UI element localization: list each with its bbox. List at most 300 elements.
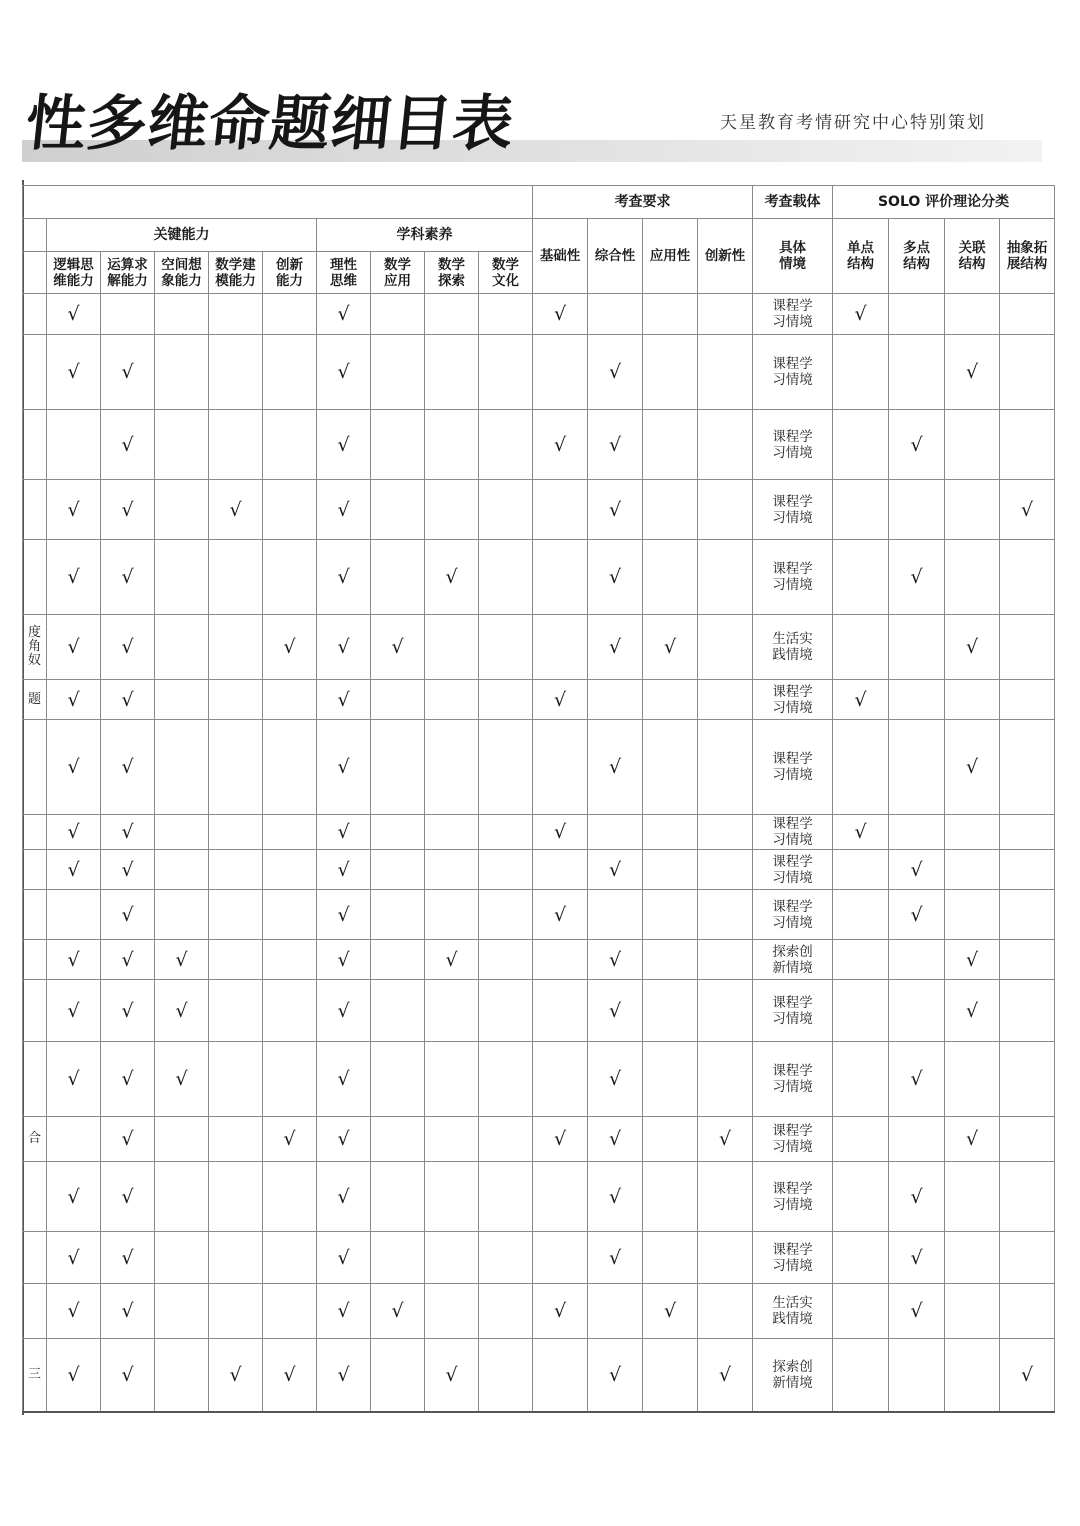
solo-cell [889,680,945,720]
solo-check-mark: √ [889,1232,945,1284]
key-ability-check-mark: √ [47,940,101,980]
key-ability-check-mark: √ [101,480,155,540]
solo-cell [1000,615,1055,680]
solo-cell [833,890,889,940]
key-ability-cell [155,335,209,410]
literacy-check-mark: √ [317,294,371,335]
solo-cell [833,720,889,815]
key-ability-cell [155,615,209,680]
literacy-check-mark: √ [317,1117,371,1162]
literacy-cell [479,680,533,720]
key-ability-cell [209,815,263,850]
context-text: 课程学 习情境 [772,816,813,848]
literacy-cell [371,410,425,480]
requirement-check-mark: √ [643,1284,698,1339]
key-ability-check-mark: √ [47,1042,101,1117]
requirement-cell [698,615,753,680]
row-label-fragment [23,720,47,815]
solo-check-mark: √ [1000,1339,1055,1412]
key-ability-cell [155,294,209,335]
table-row [23,680,1055,720]
key-ability-cell [209,850,263,890]
literacy-check-mark: √ [317,335,371,410]
solo-check-mark: √ [889,1042,945,1117]
table-row [23,1232,1055,1284]
literacy-cell [479,850,533,890]
literacy-cell [479,480,533,540]
literacy-cell [479,720,533,815]
solo-cell [833,410,889,480]
requirement-cell [643,890,698,940]
requirement-cell [588,890,643,940]
header-corner [23,219,47,252]
key-ability-cell [155,1162,209,1232]
solo-cell [833,1339,889,1412]
key-ability-check-mark: √ [101,940,155,980]
table-row [23,540,1055,615]
requirement-cell [533,1339,588,1412]
solo-cell [833,850,889,890]
key-ability-cell [47,410,101,480]
requirement-cell [698,890,753,940]
key-ability-cell [209,1042,263,1117]
key-ability-check-mark: √ [101,1339,155,1412]
literacy-check-mark: √ [317,850,371,890]
row-label-fragment [23,1232,47,1284]
requirement-cell [643,850,698,890]
requirement-check-mark: √ [698,1117,753,1162]
key-ability-cell [263,1284,317,1339]
literacy-cell [371,815,425,850]
key-ability-cell [263,335,317,410]
context-text: 课程学 习情境 [772,1241,813,1274]
requirement-cell [643,720,698,815]
solo-cell [945,1162,1000,1232]
literacy-cell [425,850,479,890]
row-label-fragment: 三 [23,1339,47,1412]
solo-cell [945,294,1000,335]
requirement-cell [588,815,643,850]
solo-cell [945,410,1000,480]
key-ability-cell [209,980,263,1042]
key-ability-cell [263,480,317,540]
requirement-check-mark: √ [588,1042,643,1117]
solo-cell [1000,1162,1055,1232]
key-ability-check-mark: √ [47,540,101,615]
table-row [23,615,1055,680]
key-ability-cell [263,980,317,1042]
literacy-check-mark: √ [317,720,371,815]
table-body [23,186,1055,1412]
literacy-cell [371,1042,425,1117]
literacy-cell [425,980,479,1042]
solo-cell [945,890,1000,940]
context-cell [753,1162,833,1232]
literacy-cell [479,335,533,410]
header-solo-0: 单点 结构 [833,219,889,294]
solo-cell [1000,1232,1055,1284]
header-req-3: 创新性 [698,219,753,294]
row-label-fragment [23,480,47,540]
row-label-fragment [23,1284,47,1339]
literacy-check-mark: √ [371,615,425,680]
table-row [23,1042,1055,1117]
requirement-cell [698,1162,753,1232]
literacy-cell [371,850,425,890]
header-lit-3: 数学 文化 [479,252,533,294]
solo-cell [945,680,1000,720]
context-text: 课程学 习情境 [772,428,813,461]
solo-cell [889,335,945,410]
solo-cell [889,1339,945,1412]
requirement-check-mark: √ [588,615,643,680]
table-row [23,850,1055,890]
requirement-cell [588,1284,643,1339]
solo-cell [1000,680,1055,720]
context-cell [753,294,833,335]
key-ability-check-mark: √ [101,1232,155,1284]
context-text: 课程学 习情境 [772,994,813,1027]
context-text: 课程学 习情境 [772,298,813,330]
context-cell [753,680,833,720]
requirement-cell [698,1232,753,1284]
literacy-check-mark: √ [317,815,371,850]
requirement-cell [643,680,698,720]
row-label-fragment [23,540,47,615]
key-ability-cell [47,1117,101,1162]
header-corner-2 [23,252,47,294]
header-key-2: 空间想 象能力 [155,252,209,294]
key-ability-cell [155,720,209,815]
solo-cell [833,480,889,540]
key-ability-cell [263,1232,317,1284]
requirement-cell [588,680,643,720]
context-text: 课程学 习情境 [772,751,813,783]
table-row [23,1117,1055,1162]
solo-cell [1000,940,1055,980]
key-ability-check-mark: √ [155,980,209,1042]
solo-cell [945,815,1000,850]
literacy-check-mark: √ [317,1284,371,1339]
solo-check-mark: √ [889,1162,945,1232]
literacy-cell [425,890,479,940]
solo-cell [1000,850,1055,890]
requirement-check-mark: √ [588,1232,643,1284]
literacy-cell [371,980,425,1042]
literacy-cell [371,540,425,615]
header-literacy: 学科素养 [317,219,533,252]
requirement-check-mark: √ [588,720,643,815]
requirement-cell [698,940,753,980]
solo-check-mark: √ [889,890,945,940]
solo-cell [889,294,945,335]
requirement-check-mark: √ [588,940,643,980]
row-label-fragment [23,890,47,940]
requirement-cell [533,720,588,815]
context-text: 课程学 习情境 [772,1180,813,1213]
solo-check-mark: √ [945,1117,1000,1162]
row-label-fragment [23,294,47,335]
context-cell [753,410,833,480]
literacy-cell [425,294,479,335]
table-row [23,1162,1055,1232]
requirement-check-mark: √ [698,1339,753,1412]
key-ability-cell [155,410,209,480]
requirement-cell [698,540,753,615]
literacy-cell [425,1162,479,1232]
requirement-check-mark: √ [588,335,643,410]
key-ability-cell [155,540,209,615]
solo-cell [945,1042,1000,1117]
requirement-cell [533,850,588,890]
item-specification-table [22,185,1055,1413]
solo-cell [833,1042,889,1117]
key-ability-cell [209,720,263,815]
context-text: 课程学 习情境 [772,1063,813,1095]
row-label-fragment [23,1042,47,1117]
header-key-ability: 关键能力 [47,219,317,252]
key-ability-cell [263,815,317,850]
literacy-check-mark: √ [317,890,371,940]
key-ability-cell [155,850,209,890]
key-ability-cell [155,1117,209,1162]
literacy-check-mark: √ [425,940,479,980]
table-row [23,890,1055,940]
solo-check-mark: √ [945,940,1000,980]
solo-cell [1000,1117,1055,1162]
context-cell [753,980,833,1042]
key-ability-check-mark: √ [47,980,101,1042]
literacy-cell [479,294,533,335]
solo-cell [889,815,945,850]
table-row [23,335,1055,410]
page-subtitle: 天星教育考情研究中心特别策划 [720,113,986,133]
key-ability-cell [155,1339,209,1412]
solo-cell [945,480,1000,540]
literacy-cell [425,1284,479,1339]
requirement-cell [698,815,753,850]
context-text: 课程学 习情境 [772,898,813,931]
requirement-check-mark: √ [533,1117,588,1162]
requirement-cell [533,1232,588,1284]
table-row [23,980,1055,1042]
table-row [23,1339,1055,1412]
solo-cell [889,615,945,680]
header-lit-0: 理性 思维 [317,252,371,294]
header-key-4: 创新 能力 [263,252,317,294]
literacy-check-mark: √ [425,1339,479,1412]
literacy-cell [371,1117,425,1162]
literacy-check-mark: √ [317,480,371,540]
solo-cell [1000,335,1055,410]
literacy-cell [371,940,425,980]
context-text: 探索创 新情境 [772,943,813,976]
requirement-cell [643,294,698,335]
requirement-check-mark: √ [588,850,643,890]
literacy-cell [479,890,533,940]
literacy-check-mark: √ [317,940,371,980]
literacy-cell [371,1162,425,1232]
header-solo: SOLO 评价理论分类 [833,186,1055,219]
header-solo-2: 关联 结构 [945,219,1000,294]
requirement-cell [643,815,698,850]
key-ability-check-mark: √ [47,480,101,540]
literacy-check-mark: √ [317,1162,371,1232]
requirement-cell [643,940,698,980]
key-ability-check-mark: √ [47,680,101,720]
context-cell [753,1042,833,1117]
key-ability-check-mark: √ [47,1339,101,1412]
key-ability-check-mark: √ [101,815,155,850]
requirement-cell [698,1042,753,1117]
key-ability-check-mark: √ [101,540,155,615]
row-label-fragment [23,980,47,1042]
key-ability-check-mark: √ [101,1117,155,1162]
solo-cell [833,940,889,980]
solo-cell [1000,1284,1055,1339]
solo-cell [833,615,889,680]
solo-cell [833,540,889,615]
solo-check-mark: √ [945,980,1000,1042]
key-ability-check-mark: √ [101,890,155,940]
header-row-1 [23,186,1055,219]
requirement-cell [643,1117,698,1162]
requirement-check-mark: √ [588,980,643,1042]
requirement-cell [698,720,753,815]
key-ability-check-mark: √ [101,680,155,720]
table-row [23,940,1055,980]
key-ability-check-mark: √ [101,615,155,680]
table-row [23,410,1055,480]
literacy-cell [479,615,533,680]
literacy-cell [479,1117,533,1162]
table-row [23,480,1055,540]
header-carrier-sub: 具体 情境 [753,219,833,294]
context-text: 课程学 习情境 [772,683,813,716]
requirement-cell [533,615,588,680]
key-ability-cell [155,890,209,940]
requirement-cell [643,1162,698,1232]
literacy-check-mark: √ [317,980,371,1042]
literacy-check-mark: √ [371,1284,425,1339]
solo-check-mark: √ [1000,480,1055,540]
solo-cell [945,1232,1000,1284]
literacy-cell [479,940,533,980]
requirement-cell [643,1232,698,1284]
key-ability-cell [263,1042,317,1117]
key-ability-check-mark: √ [101,335,155,410]
row-label-fragment [23,1162,47,1232]
context-text: 探索创 新情境 [772,1358,813,1391]
literacy-check-mark: √ [317,615,371,680]
literacy-check-mark: √ [317,680,371,720]
requirement-cell [643,480,698,540]
row-label-fragment [23,940,47,980]
literacy-cell [425,1042,479,1117]
key-ability-cell [101,294,155,335]
key-ability-check-mark: √ [101,980,155,1042]
key-ability-cell [209,615,263,680]
key-ability-cell [47,890,101,940]
requirement-cell [643,980,698,1042]
key-ability-cell [209,335,263,410]
context-cell [753,940,833,980]
requirement-check-mark: √ [533,680,588,720]
solo-cell [945,1284,1000,1339]
solo-cell [889,940,945,980]
solo-check-mark: √ [945,615,1000,680]
context-cell [753,615,833,680]
key-ability-check-mark: √ [101,1284,155,1339]
context-cell [753,720,833,815]
literacy-cell [479,980,533,1042]
key-ability-check-mark: √ [101,410,155,480]
literacy-cell [425,1232,479,1284]
header-row-2 [23,219,1055,252]
key-ability-check-mark: √ [263,615,317,680]
literacy-cell [425,720,479,815]
table-row [23,720,1055,815]
requirement-cell [698,1284,753,1339]
solo-cell [1000,1042,1055,1117]
header-req-0: 基础性 [533,219,588,294]
row-label-fragment [23,850,47,890]
literacy-check-mark: √ [317,1232,371,1284]
literacy-cell [371,680,425,720]
key-ability-cell [155,480,209,540]
literacy-cell [371,1339,425,1412]
solo-cell [889,480,945,540]
solo-cell [833,1162,889,1232]
key-ability-cell [209,1162,263,1232]
literacy-cell [371,1232,425,1284]
key-ability-check-mark: √ [47,294,101,335]
row-label-fragment [23,410,47,480]
solo-cell [889,980,945,1042]
solo-check-mark: √ [833,294,889,335]
header-lit-1: 数学 应用 [371,252,425,294]
requirement-check-mark: √ [533,815,588,850]
literacy-cell [425,615,479,680]
literacy-check-mark: √ [425,540,479,615]
key-ability-check-mark: √ [263,1339,317,1412]
context-text: 课程学 习情境 [772,493,813,526]
key-ability-check-mark: √ [209,1339,263,1412]
key-ability-cell [263,890,317,940]
literacy-check-mark: √ [317,1042,371,1117]
solo-cell [833,1232,889,1284]
literacy-cell [371,480,425,540]
context-text: 生活实 践情境 [772,631,813,663]
header-req-1: 综合性 [588,219,643,294]
key-ability-cell [155,680,209,720]
key-ability-cell [263,1162,317,1232]
key-ability-check-mark: √ [47,720,101,815]
context-cell [753,1284,833,1339]
row-label-fragment [23,335,47,410]
context-cell [753,540,833,615]
key-ability-check-mark: √ [47,815,101,850]
solo-cell [945,1339,1000,1412]
key-ability-cell [155,1232,209,1284]
requirement-cell [643,335,698,410]
key-ability-check-mark: √ [47,850,101,890]
solo-cell [1000,980,1055,1042]
requirement-cell [698,294,753,335]
literacy-cell [371,890,425,940]
header-req-2: 应用性 [643,219,698,294]
key-ability-cell [263,410,317,480]
